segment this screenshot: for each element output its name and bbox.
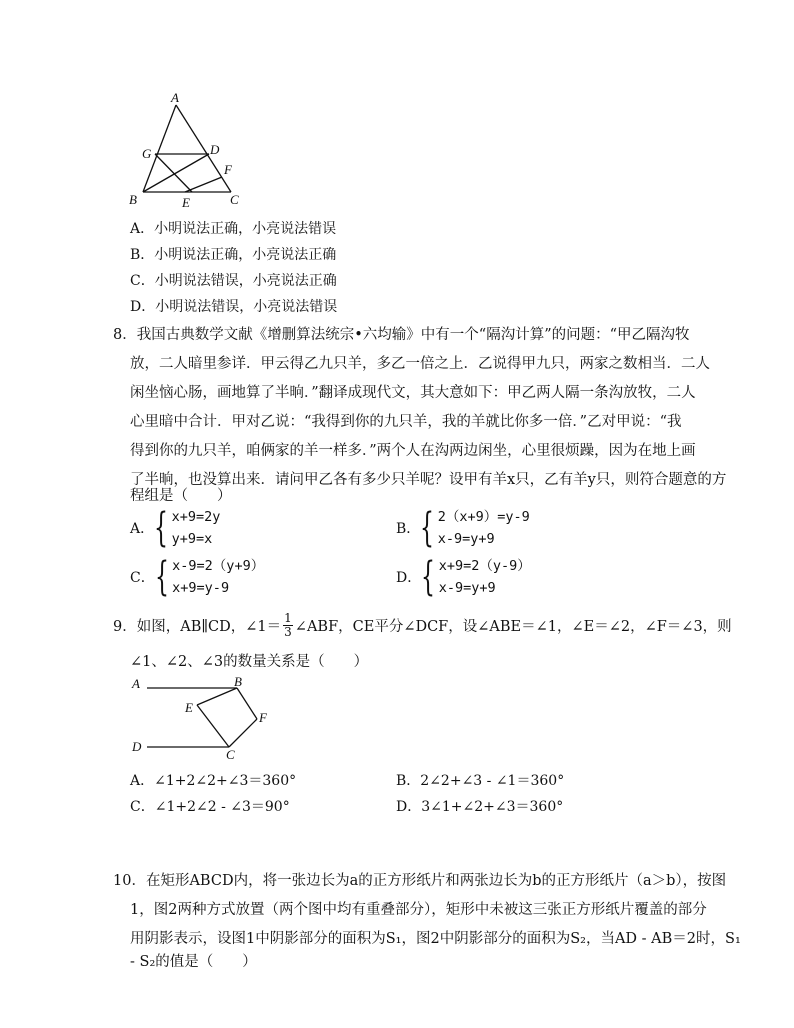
equation: x-9=y+9 bbox=[438, 580, 496, 596]
q7-option-d[interactable]: D．小明说法错误，小亮说法错误 bbox=[130, 299, 338, 315]
q8-line-2: 放，二人暗里参详．甲云得乙九只羊，多乙一倍之上．乙说得甲九只，两家之数相当．二人 bbox=[130, 356, 710, 372]
equation: x-9=2（y+9） bbox=[172, 558, 265, 574]
figure-triangle bbox=[125, 90, 255, 210]
equation: x-9=y+9 bbox=[437, 531, 495, 547]
label-e: E bbox=[185, 700, 193, 715]
label-b: B bbox=[129, 192, 137, 207]
q9-option-a[interactable]: A．∠1+2∠2+∠3＝360° bbox=[130, 773, 297, 789]
q10-line-1: 10．在矩形ABCD内，将一张边长为a的正方形纸片和两张边长为b的正方形纸片（a＞b），按图 bbox=[113, 873, 727, 889]
brace-icon: { bbox=[154, 554, 169, 600]
q7-option-a[interactable]: A．小明说法正确，小亮说法错误 bbox=[130, 221, 337, 237]
q9-option-c[interactable]: C．∠1+2∠2 - ∠3＝90° bbox=[130, 799, 290, 815]
fraction-denominator: 3 bbox=[284, 625, 292, 639]
label-b: B bbox=[234, 674, 242, 689]
option-letter: A． bbox=[130, 521, 155, 537]
equation: 2（x+9）=y-9 bbox=[437, 509, 530, 525]
q7-option-c[interactable]: C．小明说法错误，小亮说法正确 bbox=[130, 273, 337, 289]
segment-bf bbox=[237, 688, 257, 719]
q9-text-pre: 9．如图，AB∥CD，∠1＝ bbox=[113, 619, 282, 635]
q8-line-1: 8．我国古典数学文献《增删算法统宗•六均输》中有一个“隔沟计算”的问题：“甲乙隔沟牧 bbox=[113, 327, 690, 343]
label-g: G bbox=[142, 146, 152, 161]
brace-icon: { bbox=[420, 505, 435, 551]
q8-option-c[interactable] bbox=[130, 555, 264, 599]
label-d: D bbox=[210, 142, 220, 157]
q8-line-7: 程组是（ ） bbox=[130, 488, 232, 504]
option-letter: B． bbox=[396, 521, 421, 537]
parallel-lines-diagram bbox=[125, 672, 275, 764]
brace-icon: { bbox=[154, 505, 169, 551]
segment-fc bbox=[229, 719, 257, 747]
side-ac bbox=[176, 105, 231, 192]
q10-line-2: 1，图2两种方式放置（两个图中均有重叠部分），矩形中未被这三张正方形纸片覆盖的部分 bbox=[130, 902, 707, 918]
q8-line-6: 了半晌，也没算出来．请问甲乙各有多少只羊呢？设甲有羊x只，乙有羊y只，则符合题意的方 bbox=[130, 472, 727, 488]
segment-fe bbox=[185, 177, 222, 192]
segment-ge bbox=[155, 154, 192, 192]
q9-option-d[interactable]: D．3∠1+∠2+∠3＝360° bbox=[396, 799, 564, 815]
q8-line-3: 闲坐恼心肠，画地算了半晌．”翻译成现代文，其大意如下：甲乙两人隔一条沟放牧，二人 bbox=[130, 385, 696, 401]
fraction-numerator: 1 bbox=[284, 611, 292, 625]
equation: y+9=x bbox=[171, 531, 213, 547]
label-d: D bbox=[132, 739, 142, 754]
label-f: F bbox=[224, 162, 232, 177]
equation: x+9=2y bbox=[171, 509, 221, 525]
label-a: A bbox=[171, 90, 179, 105]
q10-line-3: 用阴影表示，设图1中阴影部分的面积为S₁，图2中阴影部分的面积为S₂，当AD - AB＝2时，S₁ bbox=[130, 931, 741, 947]
brace-icon: { bbox=[421, 554, 436, 600]
label-a: A bbox=[132, 676, 140, 691]
q9-option-b[interactable]: B．2∠2+∠3 - ∠1＝360° bbox=[396, 773, 565, 789]
q8-option-d[interactable] bbox=[396, 555, 531, 599]
figure-parallel bbox=[125, 672, 275, 764]
q7-option-b[interactable]: B．小明说法正确，小亮说法正确 bbox=[130, 247, 337, 263]
segment-be bbox=[197, 688, 237, 705]
q9-line-1 bbox=[113, 612, 732, 639]
fraction-one-third bbox=[283, 612, 293, 639]
label-c: C bbox=[226, 747, 235, 762]
q8-option-a[interactable] bbox=[130, 506, 220, 550]
label-f: F bbox=[259, 710, 267, 725]
equation: x+9=2（y-9） bbox=[438, 558, 531, 574]
label-e: E bbox=[182, 195, 190, 210]
q8-line-4: 心里暗中合计．甲对乙说：“我得到你的九只羊，我的羊就比你多一倍．”乙对甲说：“我 bbox=[130, 414, 682, 430]
segment-ec bbox=[197, 705, 229, 747]
q9-line-2: ∠1、∠2、∠3的数量关系是（ ） bbox=[130, 654, 369, 670]
option-letter: D． bbox=[396, 570, 422, 586]
q8-option-b[interactable] bbox=[396, 506, 530, 550]
q10-line-4: - S₂的值是（ ） bbox=[130, 954, 257, 970]
equation: x+9=y-9 bbox=[172, 580, 230, 596]
option-letter: C． bbox=[130, 570, 155, 586]
q8-line-5: 得到你的九只羊，咱俩家的羊一样多．”两个人在沟两边闲坐，心里很烦躁，因为在地上画 bbox=[130, 443, 696, 459]
label-c: C bbox=[230, 192, 239, 207]
q9-text-post: ∠ABF，CE平分∠DCF，设∠ABE＝∠1，∠E＝∠2，∠F＝∠3，则 bbox=[294, 619, 732, 635]
